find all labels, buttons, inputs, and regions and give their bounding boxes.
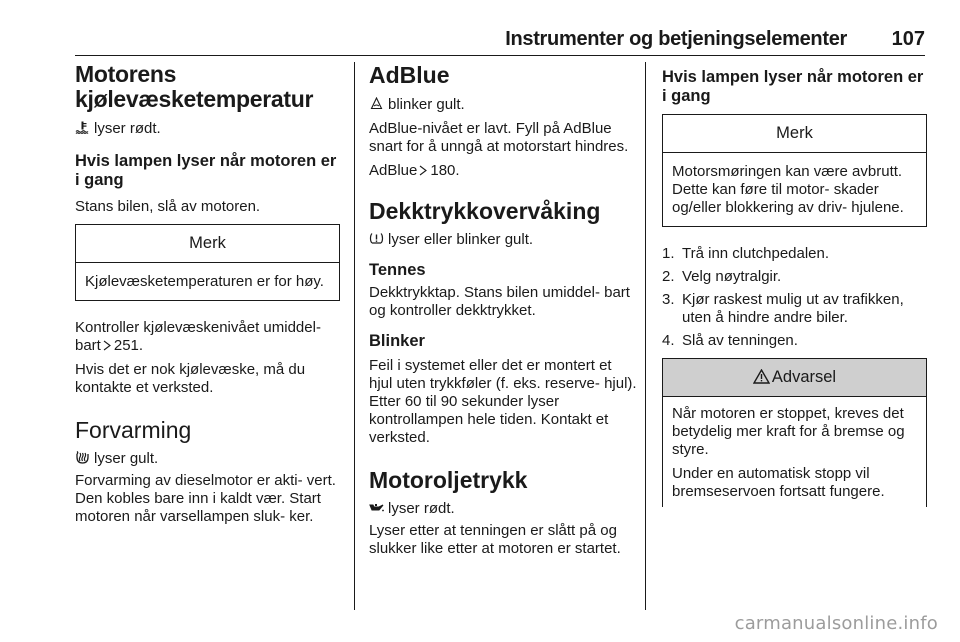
enough-coolant-text: Hvis det er nok kjølevæske, må du kontakte et verksted. xyxy=(75,361,306,396)
note-title: Merk xyxy=(663,115,926,153)
oil-text: Lyser etter at tenningen er slått på og slukker like etter at motoren er startet. xyxy=(369,522,621,557)
list-item: 4. Slå av tenningen. xyxy=(662,332,798,349)
note-title: Merk xyxy=(76,225,339,263)
oil-can-icon xyxy=(369,501,384,514)
page-reference-icon xyxy=(419,165,427,176)
check-coolant-text: Kontroller kjølevæskenivået umiddel- bart 251. xyxy=(75,319,321,354)
note-text: Motorsmøringen kan være avbrutt. Dette kan føre til motor- skader og/eller blokkering av driv- hjulene. xyxy=(672,163,904,216)
watermark: carmanualsonline.info xyxy=(734,613,938,634)
coolant-status: lyser rødt. xyxy=(75,120,340,138)
subhead-blinking: Blinker xyxy=(369,332,425,350)
glow-text: Forvarming av dieselmotor er akti- vert. Den kobles bare inn i kaldt vær. Start motoren når varsellampen sluk- ker. xyxy=(75,472,336,525)
adblue-text: AdBlue-nivået er lavt. Fyll på AdBlue snart for å unngå at motorstart hindres. xyxy=(369,120,629,155)
coolant-temperature-icon xyxy=(75,121,90,134)
glow-plug-icon xyxy=(75,451,90,464)
section-title-adblue: AdBlue xyxy=(369,62,450,88)
column-divider xyxy=(354,62,355,610)
list-item: 2. Velg nøytralgir. xyxy=(662,268,782,285)
warning-title: Advarsel xyxy=(663,359,926,397)
tire-pressure-icon xyxy=(369,232,384,245)
glow-status: lyser gult. xyxy=(75,450,340,468)
list-item: 3. Kjør raskest mulig ut av trafikken, uten å hindre andre biler. xyxy=(662,291,904,326)
stop-text: Stans bilen, slå av motoren. xyxy=(75,198,261,215)
warning-text: Under en automatisk stopp vil bremseservoen fortsatt fungere. xyxy=(672,465,885,500)
note-box xyxy=(75,224,340,301)
column-divider xyxy=(645,62,646,610)
lit-text: Dekktrykktap. Stans bilen umiddel- bart og kontroller dekktrykket. xyxy=(369,284,630,319)
adblue-status: blinker gult. xyxy=(369,96,637,114)
subhead-engine-running: Hvis lampen lyser når motoren er i gang xyxy=(662,68,924,105)
oil-status: lyser rødt. xyxy=(369,500,637,518)
note-body xyxy=(76,263,339,300)
subhead-engine-running: Hvis lampen lyser når motoren er i gang xyxy=(75,152,337,189)
column-1 xyxy=(75,62,340,526)
tpms-status: lyser eller blinker gult. xyxy=(369,231,637,249)
warning-text: Når motoren er stoppet, kreves det betydelig mer kraft for å bremse og styre. xyxy=(672,405,905,458)
section-title-tpms: Dekktrykkovervåking xyxy=(369,198,601,224)
column-3 xyxy=(662,62,927,507)
warning-body xyxy=(663,397,926,507)
list-item: 1. Trå inn clutchpedalen. xyxy=(662,245,830,262)
page-number: 107 xyxy=(891,28,925,50)
page-reference-icon xyxy=(103,340,111,351)
steps-list xyxy=(662,245,927,350)
adblue-icon xyxy=(369,97,384,110)
section-title-preheating: Forvarming xyxy=(75,417,192,443)
warning-triangle-icon xyxy=(753,369,770,384)
blink-text: Feil i systemet eller det er montert et hjul uten trykkføler (f. eks. reserve- hjul). Etter 60 til 90 sekunder lyser kontrollampen hele tiden. Kontakt et verksted. xyxy=(369,357,637,446)
note-text: Kjølevæsketemperaturen er for høy. xyxy=(85,273,324,290)
column-2 xyxy=(369,62,637,558)
adblue-reference: AdBlue 180. xyxy=(369,162,460,179)
note-body xyxy=(663,153,926,226)
page-header xyxy=(75,22,925,56)
section-title-oil-pressure: Motoroljetrykk xyxy=(369,467,528,493)
section-title-coolant: Motorens kjølevæsketemperatur xyxy=(75,61,314,112)
subhead-lit: Tennes xyxy=(369,261,426,279)
note-box xyxy=(662,114,927,227)
header-title: Instrumenter og betjeningselementer xyxy=(505,28,847,50)
warning-box xyxy=(662,358,927,507)
